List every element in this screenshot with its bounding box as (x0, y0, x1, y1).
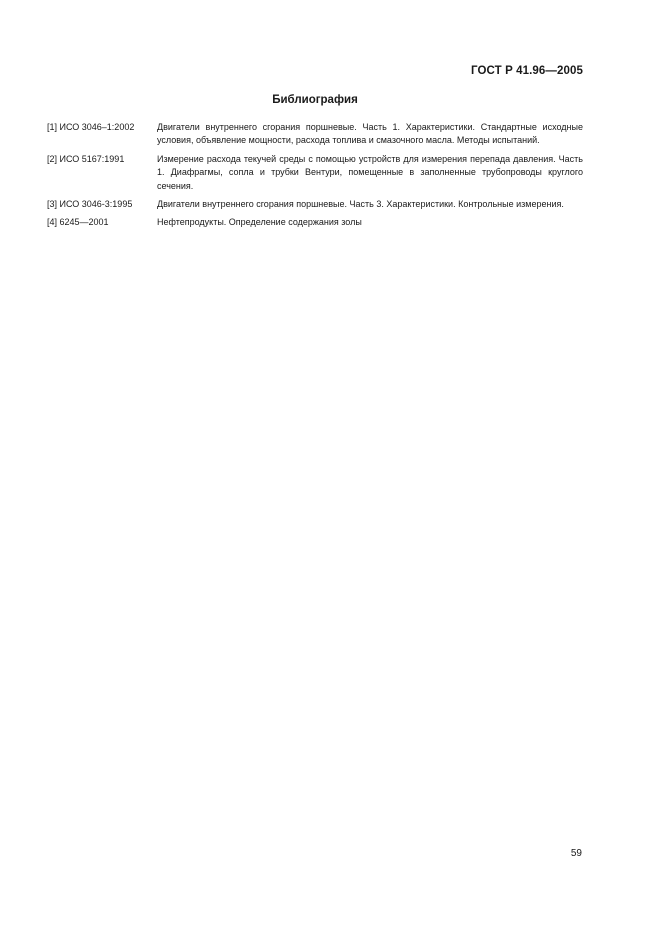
bibliography-entry (47, 121, 583, 148)
bibliography-ref: [4] 6245—2001 (47, 217, 109, 228)
bibliography-list (47, 121, 583, 235)
bibliography-text: Двигатели внутреннего сгорания поршневые. Часть 1. Характеристики. Стандартные исходные условия, объявление мощности, расхода топлива и смазочного масла. Методы испытаний. (157, 122, 583, 146)
bibliography-text: Двигатели внутреннего сгорания поршневые. Часть 3. Характеристики. Контрольные измерения. (157, 199, 564, 210)
document-code: ГОСТ Р 41.96—2005 (471, 65, 583, 77)
bibliography-ref: [2] ИСО 5167:1991 (47, 153, 125, 164)
bibliography-text: Измерение расхода текучей среды с помощью устройств для измерения перепада давления. Часть 1. Диафрагмы, сопла и трубки Вентури, помещенные в заполненные трубопроводы круглого сечения. (157, 153, 583, 191)
bibliography-entry (47, 153, 583, 193)
section-title: Библиография (272, 94, 358, 106)
bibliography-entry (47, 198, 583, 211)
bibliography-ref: [1] ИСО 3046–1:2002 (47, 122, 135, 132)
bibliography-text: Нефтепродукты. Определение содержания золы (157, 217, 362, 228)
bibliography-ref: [3] ИСО 3046-3:1995 (47, 199, 133, 210)
page-number: 59 (570, 848, 582, 859)
bibliography-entry (47, 216, 583, 229)
